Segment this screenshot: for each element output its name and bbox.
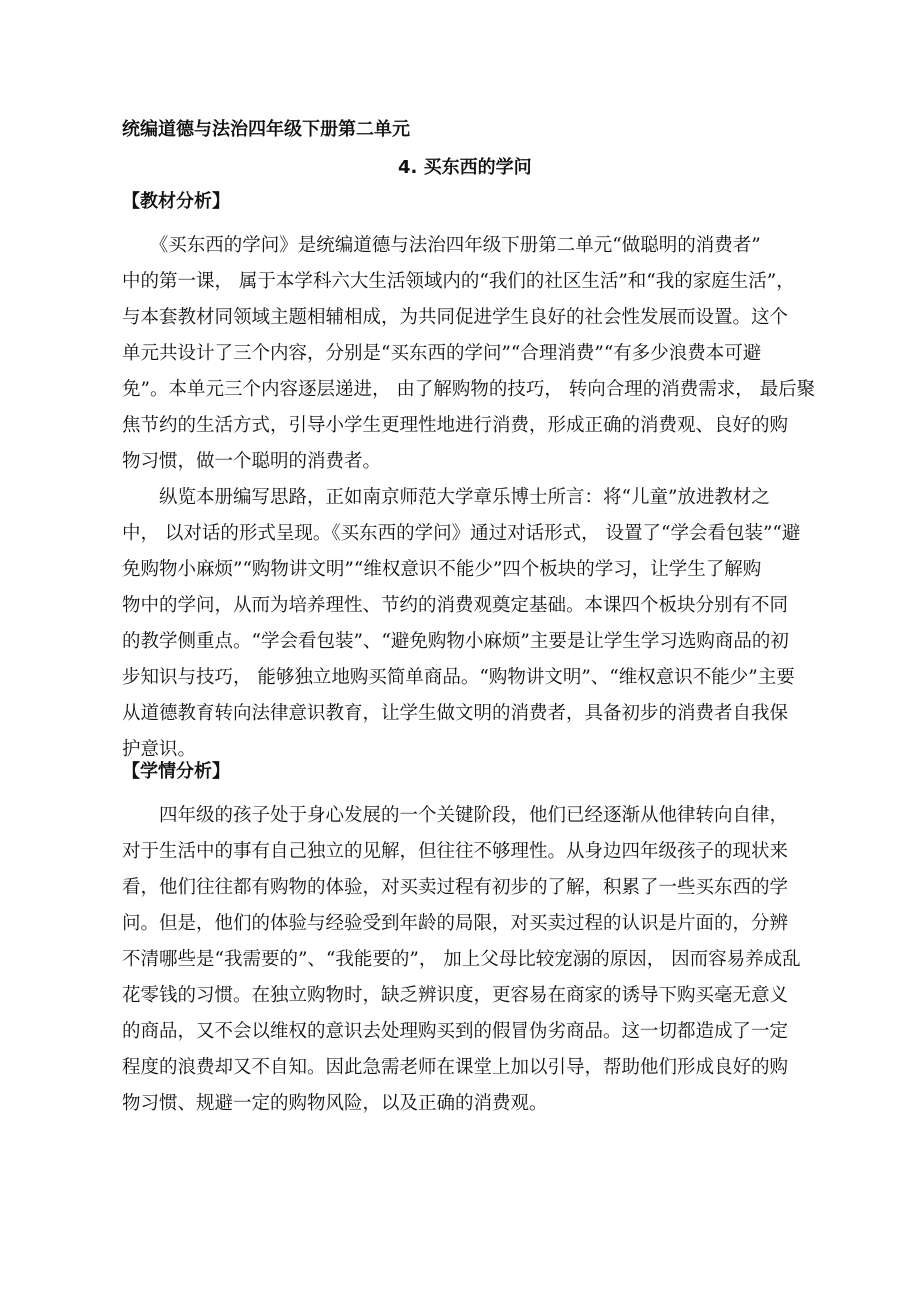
text-line: 免购物小麻烦”“购物讲文明”“维权意识不能少”四个板块的学习，让学生了解购 [122,559,762,580]
textbook-analysis-body [122,228,816,768]
text-line: 中， 以对话的形式呈现。《买东西的学问》通过对话形式， 设置了“学会看包装”“避 [122,523,801,544]
text-line: 物习惯、规避一定的购物风险，以及正确的消费观。 [122,1093,548,1114]
text-line: 步知识与技巧， 能够独立地购买简单商品。“购物讲文明”、“维权意识不能少”主要 [122,667,795,688]
section-heading-textbook-analysis: 【教材分析】 [122,191,230,212]
text-line: 物中的学问，从而为培养理性、节约的消费观奠定基础。本课四个板块分别有不同 [122,595,789,616]
text-line: 看，他们往往都有购物的体验，对买卖过程有初步的了解，积累了一些买东西的学 [122,877,789,898]
text-line: 问。但是，他们的体验与经验受到年龄的局限，对买卖过程的认识是片面的，分辨 [122,913,789,934]
text-line: 从道德教育转向法律意识教育，让学生做文明的消费者，具备初步的消费者自我保 [122,703,789,724]
text-line: 中的第一课， 属于本学科六大生活领域内的“我们的社区生活”和“我的家庭生活”， [122,271,795,292]
text-line: 焦节约的生活方式，引导小学生更理性地进行消费，形成正确的消费观、良好的购 [122,415,789,436]
text-line: 免”。本单元三个内容逐层递进， 由了解购物的技巧， 转向合理的消费需求， 最后聚 [122,379,816,400]
text-line: 纵览本册编写思路，正如南京师范大学章乐博士所言：将“儿童”放进教材之 [122,487,770,508]
text-line: 《买东西的学问》是统编道德与法治四年级下册第二单元“做聪明的消费者” [122,235,761,256]
learner-analysis-body [122,798,801,1122]
text-line: 护意识。 [122,739,197,760]
text-line: 与本套教材同领域主题相辅相成，为共同促进学生良好的社会性发展而设置。这个 [122,307,789,328]
text-line: 程度的浪费却又不自知。因此急需老师在课堂上加以引导，帮助他们形成良好的购 [122,1057,789,1078]
unit-header: 统编道德与法治四年级下册第二单元 [122,119,410,140]
text-line: 花零钱的习惯。在独立购物时，缺乏辨识度，更容易在商家的诱导下购买毫无意义 [122,985,789,1006]
text-line: 单元共设计了三个内容，分别是“买东西的学问”“合理消费”“有多少浪费本可避 [122,343,762,364]
text-line: 的教学侧重点。“学会看包装”、“避免购物小麻烦”主要是让学生学习选购商品的初 [122,631,789,652]
text-line: 不清哪些是“我需要的”、“我能要的”， 加上父母比较宠溺的原因， 因而容易养成乱 [122,949,801,970]
text-line: 物习惯，做一个聪明的消费者。 [122,451,382,472]
section-heading-learner-analysis: 【学情分析】 [122,761,230,782]
text-line: 对于生活中的事有自己独立的见解，但往往不够理性。从身边四年级孩子的现状来 [122,841,789,862]
text-line: 四年级的孩子处于身心发展的一个关键阶段，他们已经逐渐从他律转向自律， [122,805,789,826]
lesson-title: 4. 买东西的学问 [398,157,532,178]
text-line: 的商品，又不会以维权的意识去处理购买到的假冒伪劣商品。这一切都造成了一定 [122,1021,789,1042]
